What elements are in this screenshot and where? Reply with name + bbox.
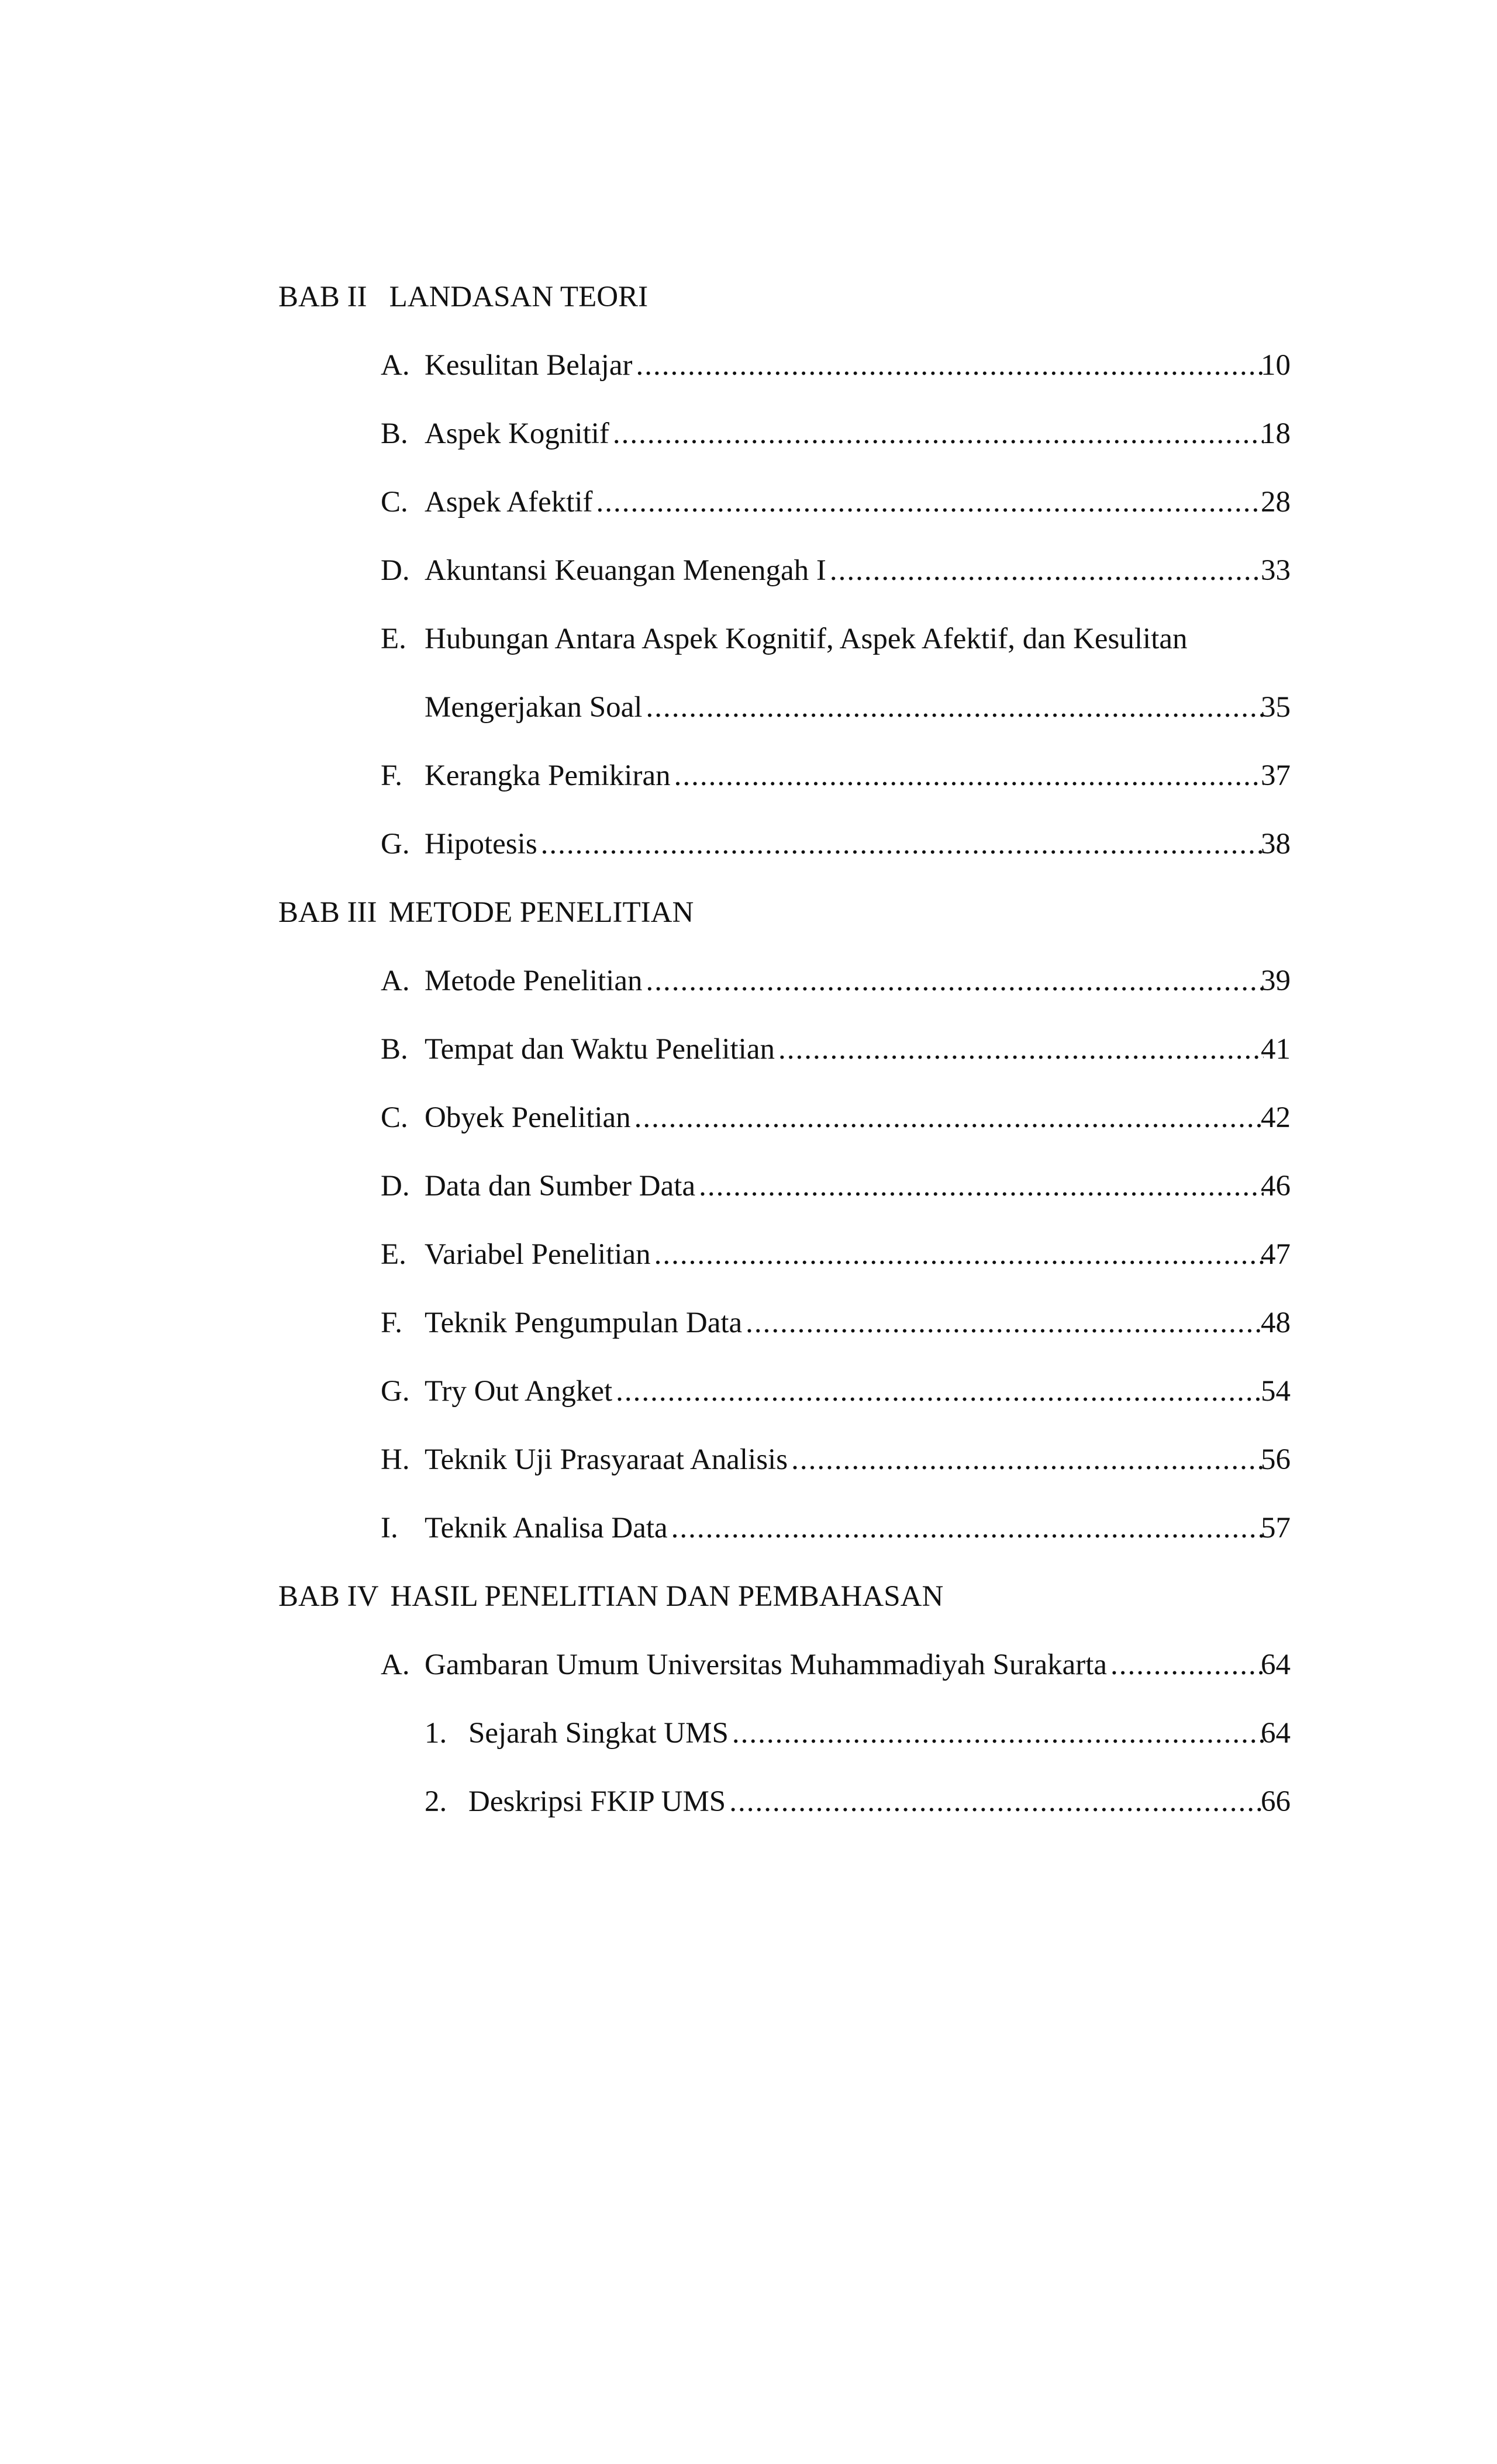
- entry-title: Akuntansi Keuangan Menengah I: [425, 554, 826, 587]
- toc-entry-continuation: [381, 684, 1291, 731]
- entry-title: Gambaran Umum Universitas Muhammadiyah Surakarta: [425, 1649, 1108, 1681]
- entry-page-number: 48: [1261, 1307, 1291, 1339]
- toc-entry: [381, 616, 1264, 662]
- toc-entry: [381, 1094, 1291, 1141]
- toc-entry: [381, 821, 1291, 868]
- chapter-title: LANDASAN TEORI: [389, 281, 649, 313]
- toc-entry: [381, 1641, 1291, 1688]
- entry-letter: F.: [381, 759, 403, 792]
- chapter-title: HASIL PENELITIAN DAN PEMBAHASAN: [390, 1580, 944, 1613]
- entry-letter: A.: [381, 1649, 410, 1681]
- entry-letter: I.: [381, 1512, 398, 1544]
- entry-letter: A.: [381, 349, 410, 382]
- toc-entry: [381, 1300, 1291, 1346]
- entry-title: Variabel Penelitian: [425, 1238, 651, 1271]
- toc-entry: [381, 547, 1291, 594]
- entry-page-number: 33: [1261, 554, 1291, 587]
- leader-dots: [830, 547, 1264, 594]
- chapter-title: METODE PENELITIAN: [388, 896, 694, 929]
- entry-letter: D.: [381, 554, 410, 587]
- entry-page-number: 47: [1261, 1238, 1291, 1271]
- entry-title: Sejarah Singkat UMS: [468, 1717, 729, 1750]
- leader-dots: [1110, 1641, 1264, 1688]
- toc-subentry: [425, 1710, 1291, 1757]
- entry-page-number: 66: [1261, 1785, 1291, 1818]
- leader-dots: [778, 1026, 1264, 1073]
- chapter-heading-bab-iv: [278, 1573, 943, 1620]
- entry-number: 1.: [425, 1717, 447, 1750]
- entry-title: Hipotesis: [425, 828, 537, 861]
- entry-letter: D.: [381, 1170, 410, 1202]
- entry-letter: B.: [381, 417, 408, 450]
- entry-title: Deskripsi FKIP UMS: [468, 1785, 726, 1818]
- entry-page-number: 56: [1261, 1443, 1291, 1476]
- leader-dots: [541, 821, 1264, 868]
- entry-title: Hubungan Antara Aspek Kognitif, Aspek Afektif, dan Kesulitan: [425, 623, 1188, 655]
- leader-dots: [746, 1300, 1264, 1346]
- entry-letter: H.: [381, 1443, 410, 1476]
- chapter-heading-bab-ii: [278, 274, 648, 320]
- entry-title: Aspek Afektif: [425, 486, 593, 519]
- entry-title-continuation: Mengerjakan Soal: [425, 691, 643, 724]
- leader-dots: [646, 958, 1264, 1004]
- entry-page-number: 10: [1261, 349, 1291, 382]
- entry-title: Teknik Analisa Data: [425, 1512, 668, 1544]
- leader-dots: [616, 1368, 1264, 1415]
- entry-page-number: 64: [1261, 1649, 1291, 1681]
- toc-entry: [381, 479, 1291, 526]
- toc-entry: [381, 1163, 1291, 1209]
- entry-title: Metode Penelitian: [425, 965, 643, 997]
- entry-letter: E.: [381, 623, 406, 655]
- leader-dots: [671, 1505, 1264, 1551]
- leader-dots: [634, 1094, 1264, 1141]
- toc-entry: [381, 752, 1291, 799]
- entry-page-number: 57: [1261, 1512, 1291, 1544]
- chapter-label: BAB II: [278, 281, 367, 313]
- chapter-label: BAB III: [278, 896, 377, 929]
- entry-title: Teknik Uji Prasyaraat Analisis: [425, 1443, 788, 1476]
- leader-dots: [729, 1778, 1264, 1825]
- leader-dots: [613, 410, 1264, 457]
- toc-entry: [381, 410, 1291, 457]
- toc-entry: [381, 1026, 1291, 1073]
- entry-title: Aspek Kognitif: [425, 417, 609, 450]
- entry-letter: F.: [381, 1307, 403, 1339]
- entry-letter: C.: [381, 1101, 408, 1134]
- entry-page-number: 46: [1261, 1170, 1291, 1202]
- entry-letter: G.: [381, 828, 410, 861]
- toc-entry: [381, 1368, 1291, 1415]
- leader-dots: [732, 1710, 1264, 1757]
- toc-entry: [381, 1436, 1291, 1483]
- entry-number: 2.: [425, 1785, 447, 1818]
- leader-dots: [654, 1231, 1264, 1278]
- entry-page-number: 54: [1261, 1375, 1291, 1408]
- leader-dots: [596, 479, 1264, 526]
- chapter-heading-bab-iii: [278, 889, 694, 936]
- toc-entry: [381, 1231, 1291, 1278]
- entry-letter: G.: [381, 1375, 410, 1408]
- chapter-label: BAB IV: [278, 1580, 379, 1613]
- entry-title: Data dan Sumber Data: [425, 1170, 696, 1202]
- entry-page-number: 41: [1261, 1033, 1291, 1066]
- entry-title: Obyek Penelitian: [425, 1101, 631, 1134]
- entry-title: Try Out Angket: [425, 1375, 613, 1408]
- entry-page-number: 28: [1261, 486, 1291, 519]
- leader-dots: [699, 1163, 1264, 1209]
- entry-letter: C.: [381, 486, 408, 519]
- entry-letter: A.: [381, 965, 410, 997]
- entry-letter: B.: [381, 1033, 408, 1066]
- entry-title: Kerangka Pemikiran: [425, 759, 671, 792]
- entry-page-number: 38: [1261, 828, 1291, 861]
- entry-page-number: 64: [1261, 1717, 1291, 1750]
- toc-entry: [381, 958, 1291, 1004]
- leader-dots: [674, 752, 1264, 799]
- leader-dots: [646, 684, 1264, 731]
- entry-page-number: 35: [1261, 691, 1291, 724]
- entry-page-number: 42: [1261, 1101, 1291, 1134]
- leader-dots: [791, 1436, 1264, 1483]
- entry-title: Tempat dan Waktu Penelitian: [425, 1033, 775, 1066]
- toc-entry: [381, 1505, 1291, 1551]
- leader-dots: [636, 342, 1264, 389]
- toc-subentry: [425, 1778, 1291, 1825]
- toc-entry: [381, 342, 1291, 389]
- entry-letter: E.: [381, 1238, 406, 1271]
- entry-title: Teknik Pengumpulan Data: [425, 1307, 743, 1339]
- entry-page-number: 37: [1261, 759, 1291, 792]
- entry-page-number: 39: [1261, 965, 1291, 997]
- entry-page-number: 18: [1261, 417, 1291, 450]
- entry-title: Kesulitan Belajar: [425, 349, 633, 382]
